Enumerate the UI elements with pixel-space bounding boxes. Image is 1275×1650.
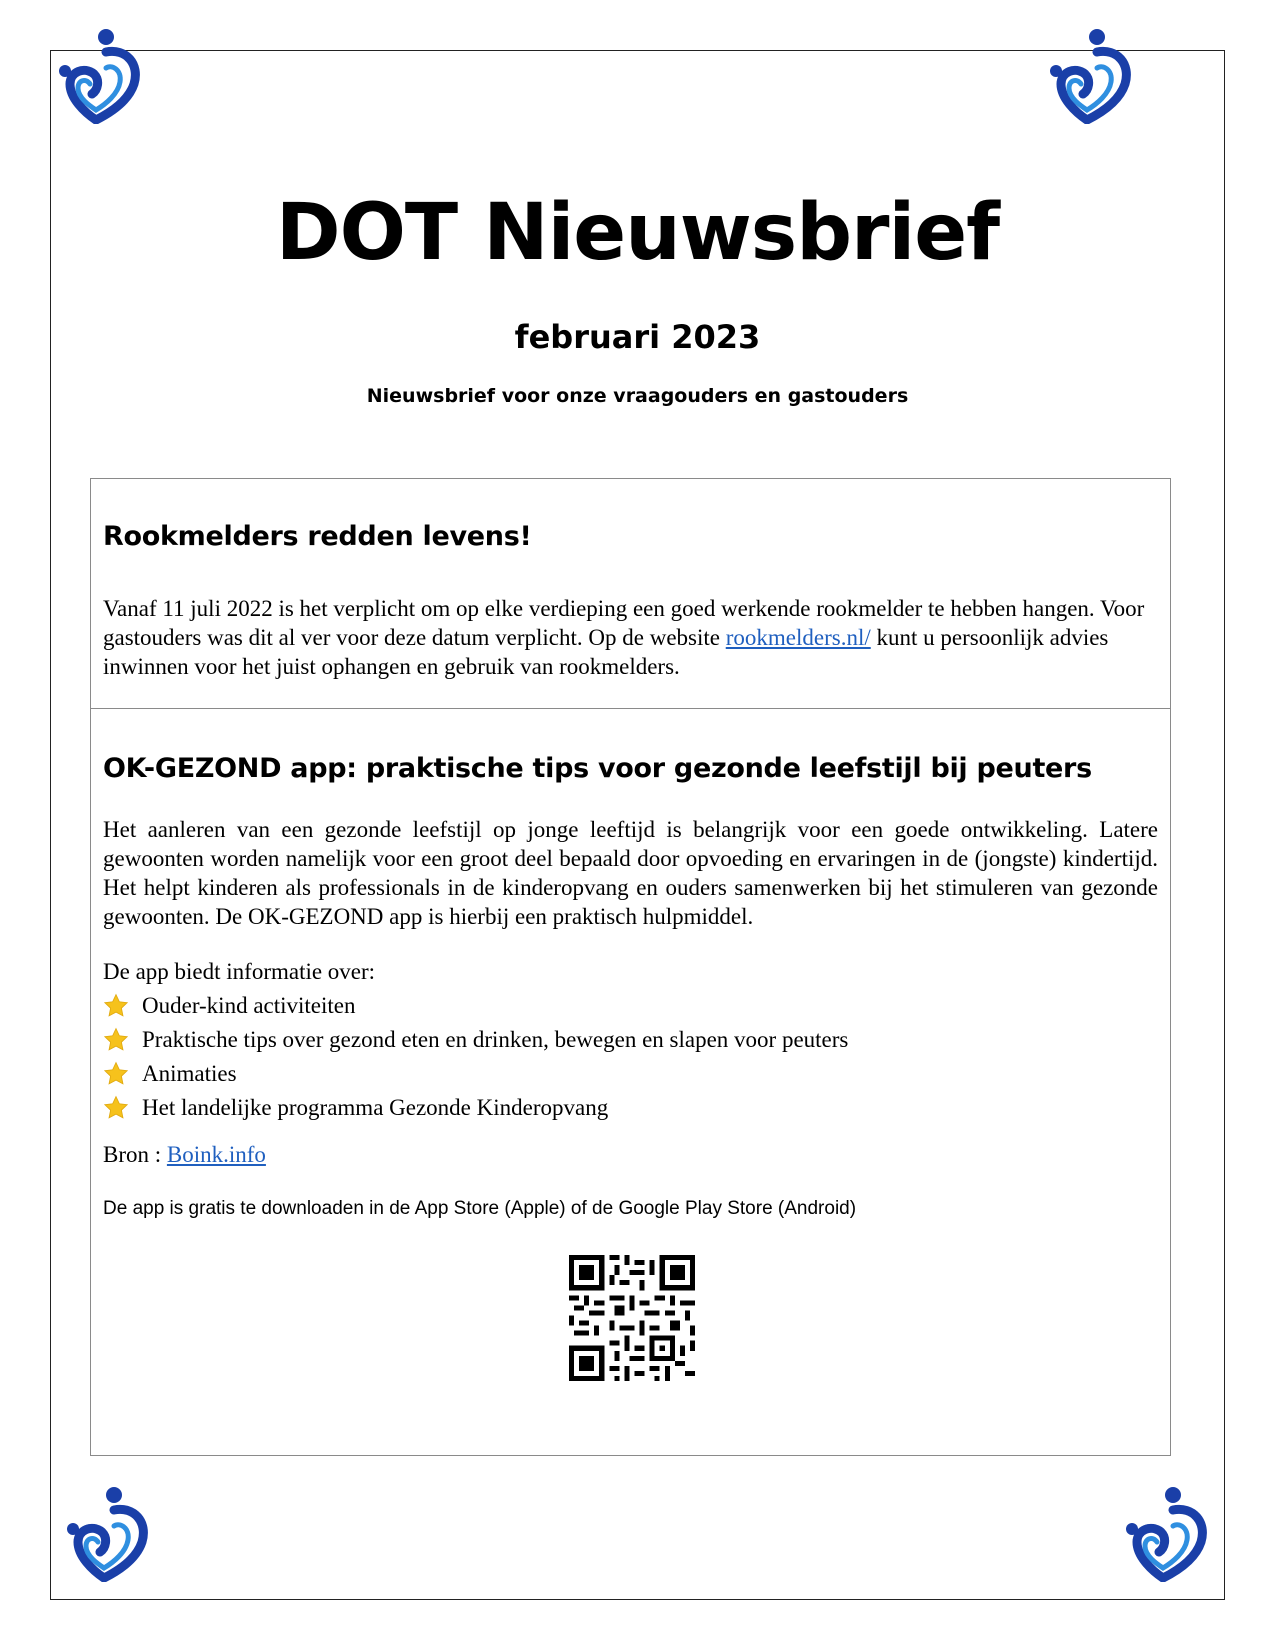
- source-label: Bron :: [103, 1142, 167, 1167]
- qr-code-icon[interactable]: [569, 1255, 695, 1381]
- boink-link[interactable]: Boink.info: [166, 1142, 266, 1167]
- app-feature-list: [103, 989, 848, 1125]
- section-ok-gezond: [91, 709, 1170, 1455]
- dot-logo-icon-top-right: [1047, 28, 1133, 124]
- section-heading-ok-gezond: OK-GEZOND app: praktische tips voor gezonde leefstijl bij peuters: [103, 753, 1092, 784]
- paragraph-text: Vanaf 11 juli 2022 is het verplicht om op elke verdieping een goed werkende rookmelder te hebben hangen. Voor gastouders was dit al ver voor deze datum verplicht. Op de website: [103, 596, 1145, 650]
- newsletter-title: DOT Nieuwsbrief: [275, 188, 1000, 278]
- app-info-intro: De app biedt informatie over:: [103, 959, 376, 984]
- list-item-label: Het landelijke programma Gezonde Kinderopvang: [142, 1095, 609, 1120]
- rookmelders-link[interactable]: rookmelders.nl/: [725, 625, 871, 650]
- section-heading-smoke-detectors: Rookmelders redden levens!: [103, 521, 532, 552]
- dot-logo-icon: [64, 1486, 150, 1582]
- star-icon: [103, 1061, 129, 1087]
- section-paragraph-smoke-detectors: [103, 594, 1158, 681]
- section-paragraph-ok-gezond: Het aanleren van een gezonde leefstijl op jonge leeftijd is belangrijk voor een goede ontwikkeling. Latere gewoonten worden namelijk voor een groot deel bepaald door opvoeding en ervaringen in de (jongste) kindertijd. Het helpt kinderen als professionals in de kinderopvang en ouders samenwerken bij het stimuleren van gezonde gewoonten. De OK-GEZOND app is hierbij een praktisch hulpmiddel.: [103, 817, 1158, 929]
- source-line: [103, 1142, 266, 1168]
- newsletter-date: februari 2023: [514, 318, 761, 356]
- list-item: [103, 1091, 848, 1125]
- star-icon: [103, 1027, 129, 1053]
- list-item-label: Animaties: [142, 1061, 237, 1086]
- star-icon: [103, 993, 129, 1019]
- dot-logo-icon-top-left: [56, 28, 142, 124]
- paragraph-text: kunt u persoonlijk advies inwinnen voor het juist ophangen en gebruik van rookmelders.: [103, 625, 1109, 679]
- dot-logo-icon: [1123, 1486, 1209, 1582]
- download-info: De app is gratis te downloaden in de App Store (Apple) of de Google Play Store (Android): [103, 1198, 857, 1219]
- newsletter-tagline: Nieuwsbrief voor onze vraagouders en gastouders: [366, 385, 909, 407]
- list-item: [103, 1057, 848, 1091]
- list-item: [103, 989, 848, 1023]
- dot-logo-icon-bottom-right: [1123, 1486, 1209, 1582]
- section-smoke-detectors: [91, 479, 1170, 709]
- dot-logo-icon: [1047, 28, 1133, 124]
- content-box: [90, 478, 1171, 1456]
- list-item: [103, 1023, 848, 1057]
- dot-logo-icon-bottom-left: [64, 1486, 150, 1582]
- list-item-label: Praktische tips over gezond eten en drinken, bewegen en slapen voor peuters: [142, 1027, 849, 1052]
- dot-logo-icon: [56, 28, 142, 124]
- list-item-label: Ouder-kind activiteiten: [142, 993, 356, 1018]
- star-icon: [103, 1095, 129, 1121]
